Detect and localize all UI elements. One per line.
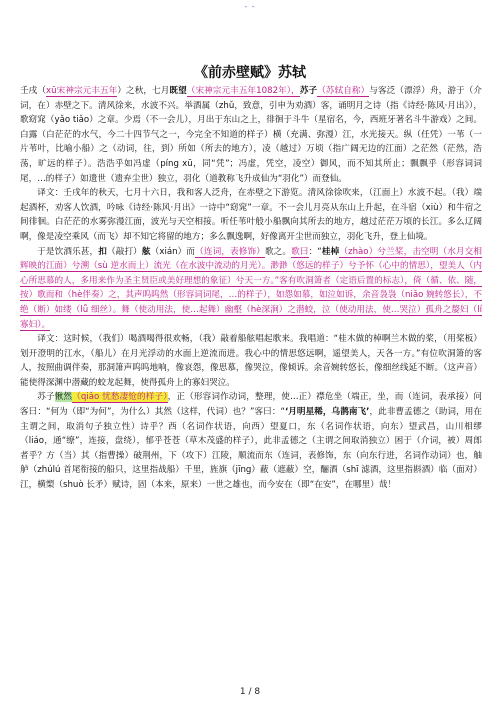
paragraph — [20, 332, 482, 390]
text-run: 于是饮酒乐甚， — [37, 246, 99, 257]
page-title: 《前赤壁赋》苏轼 — [194, 65, 306, 81]
annotated-text: 桂棹 — [321, 246, 340, 257]
document-body — [20, 84, 482, 493]
paragraph — [20, 186, 482, 244]
paragraph — [20, 84, 482, 186]
text-run: 壬戌（ — [20, 86, 47, 96]
annotated-text: 既望 — [169, 86, 187, 96]
text-run: 歌之。 — [264, 246, 292, 257]
annotated-text: 舷 — [141, 246, 151, 257]
text-run: ，此非曹孟德之（助词，用在主谓之间，取消句子独立性）诗乎？西（名词作状语，向西）望夏口，东（名词作状语，向东）望武昌，山川相缪（liáo，通“缭”，连接，盘绕），郁乎苍苍（草木茂盛的样子），此非孟德之（主谓之间取消独立）困于（介词，被）周郎者乎？方（当）其（指曹操）破荆州，下（攻下）江陵，顺流而东（连词，表修饰，东（向东行进，名词作动词）也，舳舻（zhúlú 首尾衔接的船只，这里指战船）千里，旌旗（jīng）蔽（遮蔽）空，酾酒（shī 滤酒，这里指斟酒）临（面对）江，横槊（shuò 长矛）赋诗，固（本来，原来）一世之雄也，而今安在（即“在安”，在哪里）哉！ — [20, 407, 483, 491]
text-run: （敲打） — [107, 246, 142, 257]
text-run: ）之秋，七月 — [117, 86, 170, 96]
header-mark: - - — [244, 2, 256, 11]
annotated-text: 苏子 — [299, 86, 318, 96]
annotated-text: （zhào）兮兰桨，击空明（水月交相辉映的江面）兮溯（sù 逆水而上）流光（在水波中流动的月光）。渺渺（悠远的样子）兮予怀（心中的情思），望美人（内心所思慕的人，多用来作为圣主贤臣或美好理想的象征）兮天一方。”客有吹洞箫者（定语后置的标志），倚（循、依、随，按）歌而和（hè伴奏）之，其声呜呜然（形容词词尾，…的样子），如怨如慕，如泣如诉，余音袅袅（niǎo 婉转悠长），不绝（断）如缕（lǚ 细丝）。舞（使动用法，使…起舞）幽壑（hè深涧）之潜蛟，泣（使动用法，使…哭泣）孤舟之嫠妇（lí寡妇）。 — [20, 246, 482, 330]
text-run: ：“ — [308, 246, 322, 257]
text-run: ，正（形容词作动词，整理，使…正）襟危坐（端正，坐，而（连词，表承接）问客曰：“何为（即“为何”，为什么）其然（这样，代词）也？”客曰：“ — [20, 392, 482, 418]
annotated-text: ‘月明星稀，乌鹊南飞’ — [284, 407, 370, 418]
paragraph — [20, 245, 482, 333]
annotated-text: （连词，表修饰） — [195, 246, 265, 257]
annotated-text: 扣 — [98, 246, 107, 257]
annotated-text: 愀然 — [54, 392, 73, 403]
paragraph — [20, 390, 482, 492]
page-number: 1 / 8 — [239, 687, 261, 697]
annotated-text: 歌曰 — [291, 246, 309, 257]
annotated-text: （苏轼自称） — [317, 86, 370, 96]
annotated-text: （qiǎo 忧愁凄怆的样子） — [72, 392, 168, 403]
annotated-text: xū宋神宗元丰五年 — [46, 86, 118, 96]
text-run: 译文：壬戌年的秋天，七月十六日，我和客人泛舟，在赤壁之下游览。清风徐徐吹来，（江面上）水波不起。（我）端起酒杯，劝客人饮酒，吟咏《诗经·陈风·月出》一诗中“窈窕”一章。不一会儿月亮从东山上升起，在斗宿（xiù）和牛宿之间徘徊。白茫茫的水雾弥漫江面，波光与天空相接。听任苇叶般小船飘向其所去的地方，越过茫茫万顷的长江。多么辽阔啊，像是凌空乘风（而飞）却不知它将留的地方；多么飘逸啊，好像离开尘世而独立，羽化飞升，登上仙境。 — [20, 188, 482, 242]
text-run: （xián）而 — [150, 246, 196, 257]
text-run: 苏子 — [37, 392, 55, 403]
annotated-text: （宋神宗元丰五年1082年）， — [186, 86, 300, 96]
text-run: 译文：这时候，（我们）喝酒喝得很欢畅，（我）敲着船舷唱起歌来。我唱道：“桂木做的棹啊兰木做的桨，（用桨板）划开澄明的江水，（船儿）在月光浮动的水面上逆流而进。我心中的情思悠远啊，遥望美人，天各一方。”有位吹洞箫的客人，按照曲调伴奏，那洞箫声呜呜地响，像哀怨，像思慕，像哭泣，像倾诉。余音婉转悠长，像细丝线延不断。（这声音）能使得深渊中潜藏的蛟龙起舞，使得孤舟上的寡妇哭泣。 — [20, 334, 482, 388]
text-run: 与客泛（漂浮）舟，游于（介词，在）赤壁之下。清风徐来，水波不兴。举酒属（zhǔ，致意，引申为劝酒）客，诵明月之诗（指《诗经·陈风·月出》），歌窈窕（yǎo tiǎo）之章。少焉（不一会儿），月出于东山之上，徘徊于斗牛（星宿名，今，西班牙著名斗牛游戏）之间。白露（白茫茫的水气，今二十四节气之一，今完全不知道的样子）横（充满、弥漫）江，水光接天。纵（任凭）一苇（一片苇叶，比喻小船）之（动词，往，到）所如（所去的地方），凌（越过）万顷（指广阔无边的江面）之茫然（茫然，浩荡，旷远的样子）。浩浩乎如冯虚（píng xū，同“凭”；冯虚，凭空，凌空）御风，而不知其所止；飘飘乎（形容词词尾，…的样子）如遗世（遗弃尘世）独立，羽化（道教称飞升成仙为“羽化”）而登仙。 — [20, 86, 482, 184]
